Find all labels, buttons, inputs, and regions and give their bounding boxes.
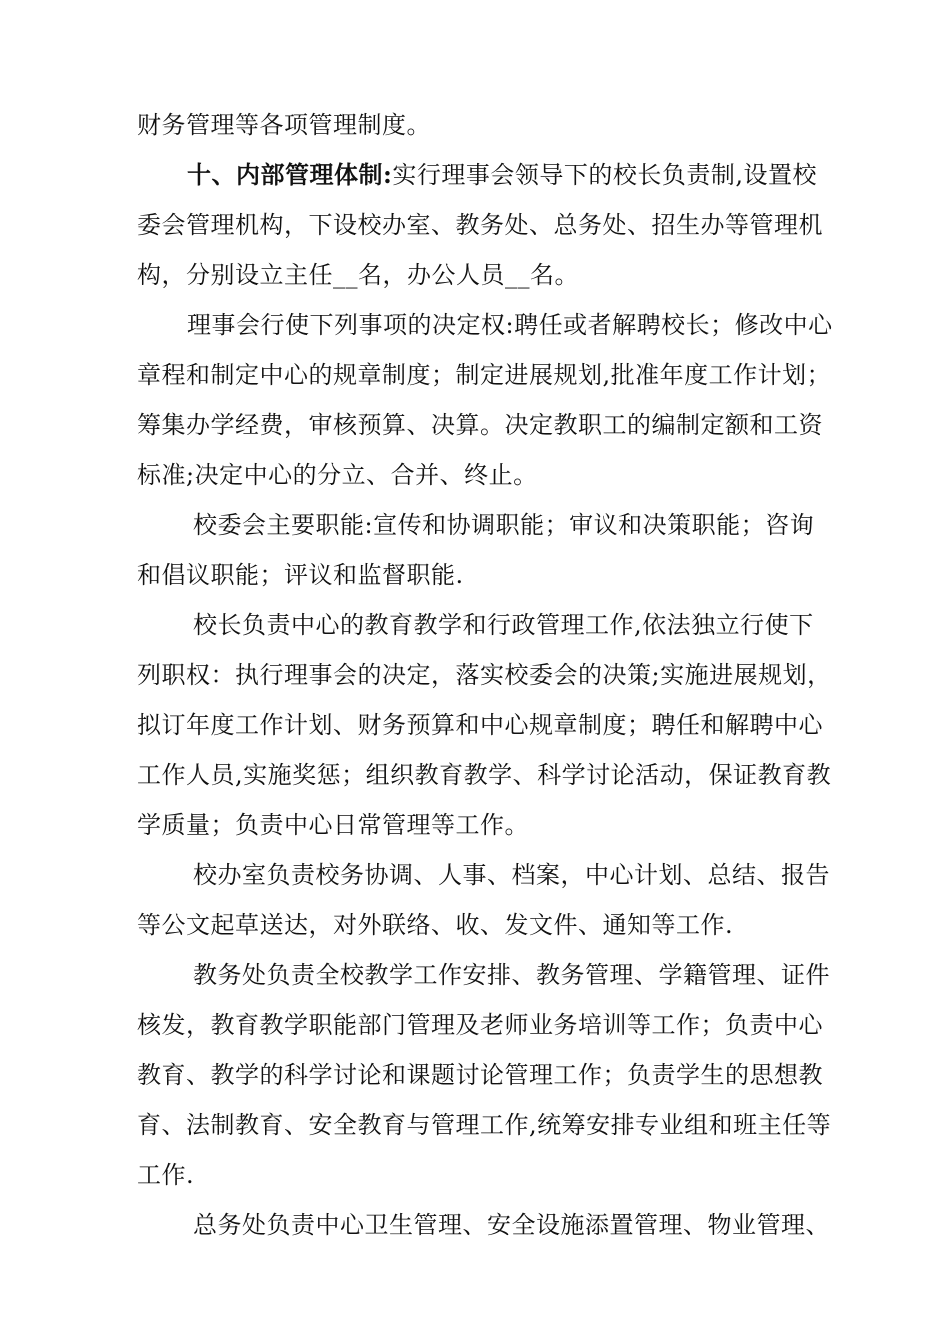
- section-heading-line: [187, 158, 817, 192]
- text-line: 标准;决定中心的分立、合并、终止。: [137, 461, 538, 489]
- text-line: 章程和制定中心的规章制度；制定进展规划,批准年度工作计划；: [137, 361, 832, 389]
- text-line: 工作.: [137, 1161, 195, 1189]
- text-line: 实行理事会领导下的校长负责制,设置校: [392, 161, 817, 189]
- text-line: 工作人员,实施奖惩；组织教育教学、科学讨论活动，保证教育教: [137, 761, 832, 789]
- section-heading: 十、内部管理体制:: [187, 160, 393, 189]
- text-line: 和倡议职能；评议和监督职能.: [137, 561, 464, 589]
- text-line: 等公文起草送达，对外联络、收、发文件、通知等工作.: [137, 911, 734, 939]
- text-line: 拟订年度工作计划、财务预算和中心规章制度；聘任和解聘中心: [137, 711, 823, 739]
- text-line: 校委会主要职能:宣传和协调职能；审议和决策职能；咨询: [193, 511, 815, 539]
- text-line: 学质量；负责中心日常管理等工作。: [137, 811, 529, 839]
- text-line: 委会管理机构，下设校办室、教务处、总务处、招生办等管理机: [137, 211, 823, 239]
- text-line: 列职权：执行理事会的决定，落实校委会的决策;实施进展规划，: [137, 661, 832, 689]
- text-line: 教务处负责全校教学工作安排、教务管理、学籍管理、证件: [193, 961, 830, 989]
- text-line: 校办室负责校务协调、人事、档案，中心计划、总结、报告: [193, 861, 830, 889]
- text-line: 核发，教育教学职能部门管理及老师业务培训等工作；负责中心: [137, 1011, 823, 1039]
- text-line: 育、法制教育、安全教育与管理工作,统筹安排专业组和班主任等: [137, 1111, 832, 1139]
- text-line: 总务处负责中心卫生管理、安全设施添置管理、物业管理、: [193, 1211, 830, 1239]
- text-line: 财务管理等各项管理制度。: [137, 111, 431, 139]
- text-line: 构，分别设立主任__名，办公人员__名。: [137, 261, 579, 289]
- text-line: 理事会行使下列事项的决定权:聘任或者解聘校长；修改中心: [187, 311, 833, 339]
- text-line: 筹集办学经费，审核预算、决算。决定教职工的编制定额和工资: [137, 411, 823, 439]
- text-line: 教育、教学的科学讨论和课题讨论管理工作；负责学生的思想教: [137, 1061, 823, 1089]
- text-line: 校长负责中心的教育教学和行政管理工作,依法独立行使下: [193, 611, 814, 639]
